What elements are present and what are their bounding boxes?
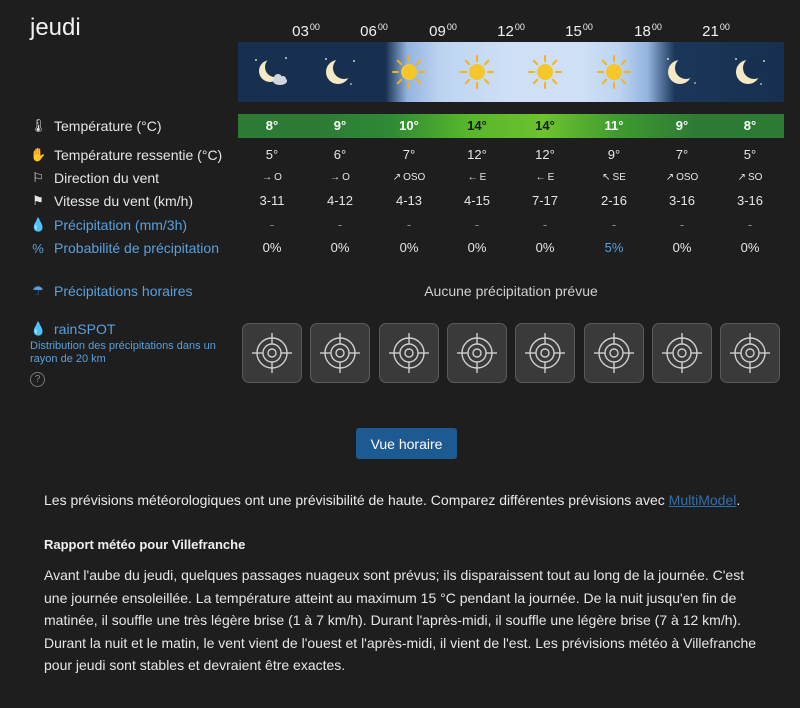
rainspot-map[interactable] — [310, 323, 370, 383]
temperature-value: 8° — [265, 118, 279, 133]
precipitation-row — [0, 214, 800, 236]
row-label-text: Probabilité de précipitation — [54, 240, 219, 256]
hour-value: 12 — [497, 23, 514, 40]
sun-icon — [389, 52, 429, 92]
crosshair-icon — [251, 332, 293, 374]
wind-direction-row — [0, 167, 800, 189]
hour-label — [429, 22, 457, 40]
droplet-icon: 💧 — [30, 321, 47, 336]
crosshair-icon — [729, 332, 771, 374]
wind-speed-value: 3-11 — [259, 193, 285, 208]
wind-arrow-icon: ↖ — [602, 172, 611, 183]
wind-direction-value — [468, 167, 487, 189]
row-label-text: Précipitations horaires — [54, 283, 193, 299]
predictability-suffix: . — [736, 492, 741, 508]
wind-arrow-icon: ← — [535, 172, 546, 183]
sun-icon — [457, 52, 497, 92]
hour-value: 03 — [292, 23, 309, 40]
precipitation-label — [30, 214, 187, 236]
sun-icon — [525, 52, 565, 92]
wind-arrow-icon: ↗ — [392, 172, 402, 183]
precipitation-value: - — [747, 217, 753, 232]
percent-droplet-icon: % — [32, 240, 44, 256]
wind-direction-value — [262, 167, 282, 189]
wind-speed-value: 7-17 — [531, 193, 559, 208]
precipitation-value: - — [269, 217, 275, 232]
rainspot-map[interactable] — [515, 323, 575, 383]
wind-arrow-icon: ↗ — [737, 172, 746, 183]
thermometer-icon: 🌡 — [30, 118, 47, 133]
feels-like-value: 5° — [265, 147, 279, 162]
row-label-text: Température (°C) — [54, 118, 162, 134]
feels-like-value: 5° — [743, 147, 757, 162]
rainspot-map[interactable] — [584, 323, 644, 383]
hand-icon: ✋ — [30, 147, 47, 162]
temperature-value: 8° — [743, 118, 757, 133]
row-label-text: Vitesse du vent (km/h) — [54, 193, 194, 209]
wind-arrow-icon: → — [262, 172, 273, 183]
temperature-value: 14° — [467, 118, 487, 133]
hour-minutes: 00 — [446, 22, 457, 32]
wind-direction-text: E — [479, 172, 487, 183]
sky-strip — [238, 42, 784, 102]
hour-label — [360, 22, 388, 40]
wind-direction-value — [738, 167, 763, 189]
wind-direction-value — [536, 167, 555, 189]
wind-speed-value: 3-16 — [736, 193, 764, 208]
wind-direction-text: E — [547, 172, 555, 183]
wind-speed-value: 4-15 — [463, 193, 491, 208]
wind-direction-label — [30, 167, 159, 189]
rainspot-map[interactable] — [242, 323, 302, 383]
temperature-bar — [238, 114, 784, 138]
precipitation-value: - — [406, 217, 412, 232]
report-title: Rapport météo pour Villefranche — [44, 537, 246, 552]
crosshair-icon — [319, 332, 361, 374]
droplet-icon: 💧 — [30, 217, 47, 232]
wind-direction-value — [330, 167, 350, 189]
row-label-text: Direction du vent — [54, 170, 160, 186]
rainspot-description: Distribution des précipitations dans un rayon de 20 km — [30, 340, 216, 365]
wind-speed-label — [30, 190, 193, 212]
flag-icon: ⚑ — [32, 193, 44, 208]
hour-minutes: 00 — [719, 22, 730, 32]
temperature-value: 9° — [675, 118, 689, 133]
precipitation-value: - — [337, 217, 343, 232]
hourly-precip-label[interactable] — [30, 280, 193, 302]
wind-direction-text: O — [342, 172, 350, 183]
precip-probability-value: 0% — [399, 240, 419, 255]
day-title: jeudi — [30, 14, 81, 41]
hour-value: 18 — [634, 23, 651, 40]
row-label-text: Température ressentie (°C) — [54, 147, 223, 163]
hour-label — [497, 22, 525, 40]
wind-speed-value: 3-16 — [668, 193, 696, 208]
wind-direction-value — [393, 167, 426, 189]
hour-minutes: 00 — [582, 22, 593, 32]
hour-minutes: 00 — [651, 22, 662, 32]
precip-probability-value: 5% — [604, 240, 624, 255]
rainspot-map[interactable] — [379, 323, 439, 383]
wind-arrow-icon: ← — [467, 172, 478, 183]
crosshair-icon — [456, 332, 498, 374]
rainspot-label[interactable] — [30, 318, 115, 340]
temperature-label — [30, 115, 162, 137]
wind-arrow-icon: → — [330, 172, 341, 183]
temperature-value: 14° — [535, 118, 555, 133]
hourly-rain-icon: ☂ — [32, 283, 44, 298]
temperature-value: 10° — [399, 118, 419, 133]
wind-speed-row — [0, 190, 800, 212]
multimodel-link[interactable]: MultiModel — [668, 492, 737, 508]
feels-like-value: 9° — [607, 147, 621, 162]
precip-probability-label — [30, 237, 219, 259]
moon-icon — [320, 52, 360, 92]
hour-label — [292, 22, 320, 40]
precipitation-value: - — [542, 217, 548, 232]
hour-value: 21 — [702, 23, 719, 40]
crosshair-icon — [593, 332, 635, 374]
hour-minutes: 00 — [377, 22, 388, 32]
wind-speed-value: 4-13 — [395, 193, 423, 208]
hour-value: 15 — [565, 23, 582, 40]
wind-direction-text: SE — [612, 172, 626, 183]
hour-minutes: 00 — [309, 22, 320, 32]
precipitation-value: - — [474, 217, 480, 232]
wind-direction-text: SO — [747, 172, 763, 183]
hour-value: 09 — [429, 23, 446, 40]
wind-direction-value — [666, 167, 699, 189]
feels-like-label — [30, 144, 222, 166]
hourly-view-button[interactable]: Vue horaire — [356, 428, 457, 459]
temperature-value: 9° — [333, 118, 347, 133]
precip-probability-value: 0% — [672, 240, 692, 255]
feels-like-value: 12° — [467, 147, 487, 162]
wind-direction-text: OSO — [403, 172, 426, 183]
row-label-text: Précipitation (mm/3h) — [54, 217, 188, 233]
no-precip-message: Aucune précipitation prévue — [424, 283, 598, 299]
wind-direction-text: OSO — [676, 172, 699, 183]
moon-icon — [662, 52, 702, 92]
feels-like-value: 6° — [333, 147, 347, 162]
precipitation-value: - — [611, 217, 617, 232]
feels-like-value: 12° — [535, 147, 555, 162]
wind-direction-value — [602, 167, 626, 189]
sun-icon — [594, 52, 634, 92]
precipitation-value: - — [679, 217, 685, 232]
help-icon[interactable]: ? — [30, 372, 45, 387]
crosshair-icon — [524, 332, 566, 374]
hour-value: 06 — [360, 23, 377, 40]
wind-speed-value: 2-16 — [600, 193, 628, 208]
hour-label — [565, 22, 593, 40]
wind-arrow-icon: ↗ — [665, 172, 675, 183]
temperature-value: 11° — [604, 118, 624, 133]
precip-probability-value: 0% — [535, 240, 555, 255]
moon-icon — [730, 52, 770, 92]
report-text: Avant l'aube du jeudi, quelques passages nuageux sont prévus; ils disparaissent tout au long de la journée. C'est une journée ensoleillée. La température atteint au maximum 15 °C pendant la journée. De la nuit jusqu'en fin de matinée, il souffle une très légère brise (1 à 7 km/h). Durant l'après-midi, il souffle une légère brise (7 à 12 km/h). Durant la nuit et le matin, le vent vient de l'ouest et l'après-midi, il vient de l'est. Les prévisions météo à Villefranche pour jeudi sont stables et devraient être exactes. — [44, 567, 757, 673]
rainspot-map[interactable] — [447, 323, 507, 383]
windsock-icon: ⚐ — [32, 170, 44, 185]
precip-probability-value: 0% — [330, 240, 350, 255]
predictability-text — [44, 492, 740, 508]
moon-cloud-icon — [252, 52, 292, 92]
precip-probability-value: 0% — [740, 240, 760, 255]
hour-header — [238, 22, 784, 42]
precip-probability-value: 0% — [467, 240, 487, 255]
wind-direction-text: O — [274, 172, 282, 183]
rainspot-map[interactable] — [720, 323, 780, 383]
precip-probability-row — [0, 237, 800, 259]
precip-probability-value: 0% — [262, 240, 282, 255]
hour-minutes: 00 — [514, 22, 525, 32]
crosshair-icon — [388, 332, 430, 374]
rainspot-map[interactable] — [652, 323, 712, 383]
feels-like-row — [0, 144, 800, 166]
hour-label — [634, 22, 662, 40]
hour-label — [702, 22, 730, 40]
predictability-sentence: Les prévisions météorologiques ont une prévisibilité de haute. Comparez différentes prévisions avec — [44, 492, 669, 508]
crosshair-icon — [661, 332, 703, 374]
feels-like-value: 7° — [402, 147, 416, 162]
feels-like-value: 7° — [675, 147, 689, 162]
row-label-text: rainSPOT — [54, 321, 116, 337]
wind-speed-value: 4-12 — [326, 193, 354, 208]
